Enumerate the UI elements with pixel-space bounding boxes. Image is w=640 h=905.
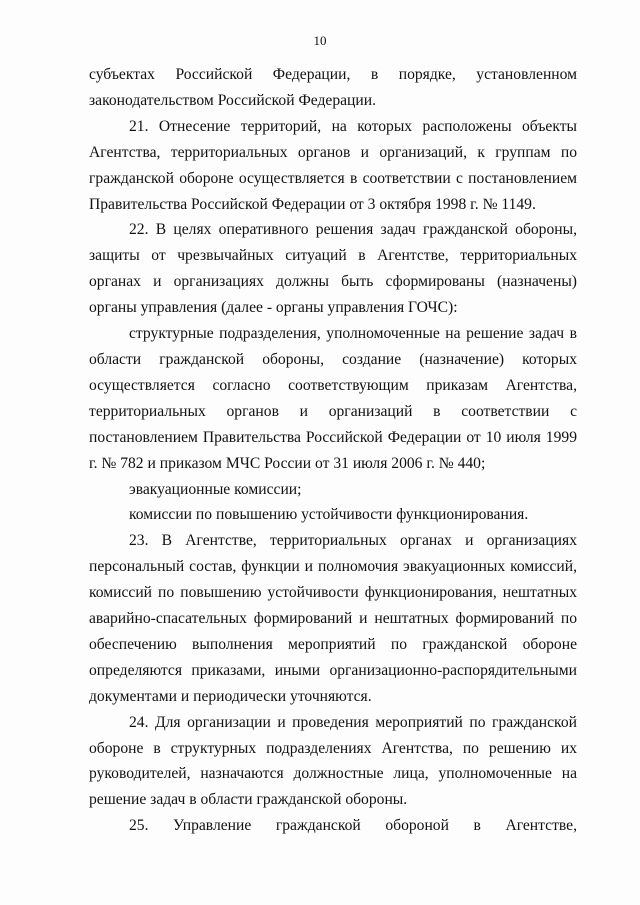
list-item-structural-units: структурные подразделения, уполномоченные на решение задач в области гражданской обороны, создание (назначение) которых осуществляется согласно соответствующим приказам Агентства, территориальных органов и организаций в соответствии с постановлением Правительства Российской Федерации от 10 июля 1999 г. № 782 и приказом МЧС России от 31 июля 2006 г. № 440;	[89, 325, 577, 472]
paragraph-23: 23. В Агентстве, территориальных органах и организациях персональный состав, функции и полномочия эвакуационных комиссий, комиссий по повышению устойчивости функционирования, нештатных аварийно-спасательных формирований и нештатных формирований по обеспечению выполнения мероприятий по гражданской обороне определяются приказами, иными организационно-распорядительными документами и периодически уточняются.	[89, 532, 577, 705]
paragraph-21: 21. Отнесение территорий, на которых расположены объекты Агентства, территориальных органов и организаций, к группам по гражданской обороне осуществляется в соответствии с постановлением Правительства Российской Федерации от 3 октября 1998 г. № 1149.	[89, 117, 577, 213]
document-body	[89, 62, 577, 839]
list-item-evacuation-commissions: эвакуационные комиссии;	[129, 480, 302, 498]
paragraph-22: 22. В целях оперативного решения задач гражданской обороны, защиты от чрезвычайных ситуаций в Агентстве, территориальных органах и организациях должны быть сформированы (назначены) органы управления (далее - органы управления ГОЧС):	[89, 221, 577, 317]
paragraph-24: 24. Для организации и проведения мероприятий по гражданской обороне в структурных подразделениях Агентства, по решению их руководителей, назначаются должностные лица, уполномоченные на решение задач в области гражданской обороны.	[89, 713, 577, 809]
paragraph-25: 25. Управление гражданской обороной в Агентстве,	[129, 817, 577, 835]
list-item-stability-commissions: комиссии по повышению устойчивости функционирования.	[129, 506, 529, 524]
page-number: 10	[313, 33, 327, 48]
paragraph-continuation: субъектах Российской Федерации, в порядке, установленном законодательством Российской Федерации.	[89, 66, 577, 109]
